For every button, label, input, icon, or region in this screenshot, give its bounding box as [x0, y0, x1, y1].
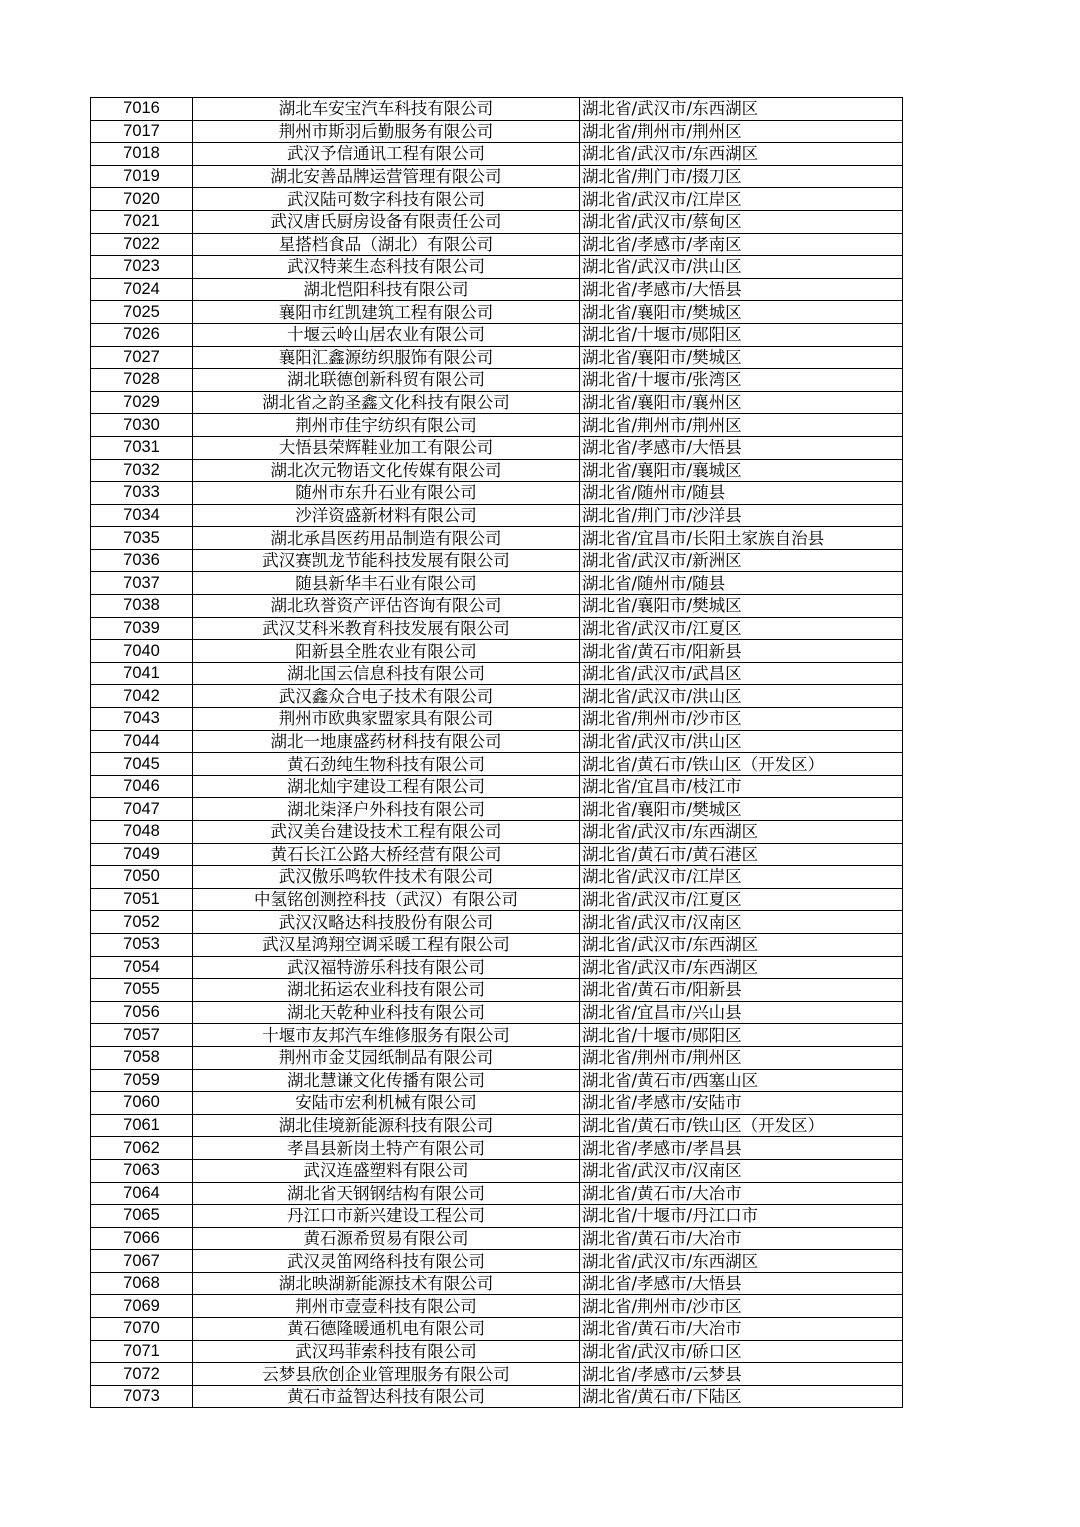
company-name-cell: 湖北柒泽户外科技有限公司 — [193, 798, 580, 821]
table-row — [91, 165, 903, 188]
company-name-cell: 随县新华丰石业有限公司 — [193, 572, 580, 595]
row-number-cell: 7018 — [91, 143, 193, 166]
row-number-cell: 7062 — [91, 1137, 193, 1160]
company-name-cell: 大悟县荣辉鞋业加工有限公司 — [193, 436, 580, 459]
row-number-cell: 7054 — [91, 956, 193, 979]
region-cell: 湖北省/襄阳市/襄城区 — [580, 459, 903, 482]
region-cell: 湖北省/武汉市/东西湖区 — [580, 98, 903, 121]
region-cell: 湖北省/武汉市/武昌区 — [580, 662, 903, 685]
table-row — [91, 98, 903, 121]
row-number-cell: 7019 — [91, 165, 193, 188]
region-cell: 湖北省/宜昌市/长阳土家族自治县 — [580, 527, 903, 550]
company-name-cell: 荆州市佳宇纺织有限公司 — [193, 414, 580, 437]
table-row — [91, 1046, 903, 1069]
company-name-cell: 湖北安善品牌运营管理有限公司 — [193, 165, 580, 188]
table-row — [91, 640, 903, 663]
table-row — [91, 346, 903, 369]
table-row — [91, 1250, 903, 1273]
row-number-cell: 7063 — [91, 1159, 193, 1182]
region-cell: 湖北省/黄石市/阳新县 — [580, 979, 903, 1002]
row-number-cell: 7043 — [91, 708, 193, 731]
table-row — [91, 1069, 903, 1092]
company-name-cell: 湖北联德创新科贸有限公司 — [193, 369, 580, 392]
table-row — [91, 1295, 903, 1318]
row-number-cell: 7038 — [91, 595, 193, 618]
row-number-cell: 7059 — [91, 1069, 193, 1092]
row-number-cell: 7068 — [91, 1272, 193, 1295]
region-cell: 湖北省/十堰市/郧阳区 — [580, 323, 903, 346]
region-cell: 湖北省/黄石市/西塞山区 — [580, 1069, 903, 1092]
table-row — [91, 956, 903, 979]
company-name-cell: 湖北车安宝汽车科技有限公司 — [193, 98, 580, 121]
table-row — [91, 1272, 903, 1295]
table-row — [91, 1385, 903, 1408]
table-row — [91, 323, 903, 346]
table-row — [91, 1001, 903, 1024]
company-name-cell: 武汉灵笛网络科技有限公司 — [193, 1250, 580, 1273]
region-cell: 湖北省/襄阳市/樊城区 — [580, 798, 903, 821]
company-name-cell: 孝昌县新岗土特产有限公司 — [193, 1137, 580, 1160]
region-cell: 湖北省/襄阳市/襄州区 — [580, 391, 903, 414]
region-cell: 湖北省/随州市/随县 — [580, 572, 903, 595]
table-row — [91, 482, 903, 505]
table-row — [91, 436, 903, 459]
company-name-cell: 武汉汉略达科技股份有限公司 — [193, 911, 580, 934]
table-row — [91, 1092, 903, 1115]
region-cell: 湖北省/武汉市/江夏区 — [580, 617, 903, 640]
company-name-cell: 湖北省之韵圣鑫文化科技有限公司 — [193, 391, 580, 414]
row-number-cell: 7020 — [91, 188, 193, 211]
row-number-cell: 7044 — [91, 730, 193, 753]
row-number-cell: 7028 — [91, 369, 193, 392]
company-name-cell: 云梦县欣创企业管理服务有限公司 — [193, 1363, 580, 1386]
row-number-cell: 7033 — [91, 482, 193, 505]
row-number-cell: 7045 — [91, 753, 193, 776]
region-cell: 湖北省/宜昌市/枝江市 — [580, 775, 903, 798]
row-number-cell: 7055 — [91, 979, 193, 1002]
table-row — [91, 369, 903, 392]
region-cell: 湖北省/孝感市/安陆市 — [580, 1092, 903, 1115]
region-cell: 湖北省/孝感市/大悟县 — [580, 436, 903, 459]
company-name-cell: 十堰市友邦汽车维修服务有限公司 — [193, 1024, 580, 1047]
table-row — [91, 911, 903, 934]
company-name-cell: 湖北玖誉资产评估咨询有限公司 — [193, 595, 580, 618]
table-row — [91, 662, 903, 685]
row-number-cell: 7040 — [91, 640, 193, 663]
table-row — [91, 1114, 903, 1137]
company-name-cell: 黄石市益智达科技有限公司 — [193, 1385, 580, 1408]
table-row — [91, 979, 903, 1002]
table-row — [91, 798, 903, 821]
region-cell: 湖北省/武汉市/江岸区 — [580, 866, 903, 889]
region-cell: 湖北省/武汉市/东西湖区 — [580, 956, 903, 979]
row-number-cell: 7072 — [91, 1363, 193, 1386]
row-number-cell: 7039 — [91, 617, 193, 640]
region-cell: 湖北省/武汉市/硚口区 — [580, 1340, 903, 1363]
region-cell: 湖北省/随州市/随县 — [580, 482, 903, 505]
company-name-cell: 武汉赛凯龙节能科技发展有限公司 — [193, 549, 580, 572]
row-number-cell: 7031 — [91, 436, 193, 459]
row-number-cell: 7030 — [91, 414, 193, 437]
company-name-cell: 湖北映湖新能源技术有限公司 — [193, 1272, 580, 1295]
row-number-cell: 7046 — [91, 775, 193, 798]
company-name-cell: 随州市东升石业有限公司 — [193, 482, 580, 505]
table-row — [91, 775, 903, 798]
region-cell: 湖北省/孝感市/孝昌县 — [580, 1137, 903, 1160]
company-name-cell: 荆州市金艾园纸制品有限公司 — [193, 1046, 580, 1069]
company-name-cell: 武汉唐氏厨房设备有限责任公司 — [193, 210, 580, 233]
company-name-cell: 安陆市宏利机械有限公司 — [193, 1092, 580, 1115]
company-name-cell: 黄石长江公路大桥经营有限公司 — [193, 843, 580, 866]
row-number-cell: 7057 — [91, 1024, 193, 1047]
region-cell: 湖北省/孝感市/云梦县 — [580, 1363, 903, 1386]
region-cell: 湖北省/十堰市/张湾区 — [580, 369, 903, 392]
row-number-cell: 7053 — [91, 933, 193, 956]
region-cell: 湖北省/襄阳市/樊城区 — [580, 346, 903, 369]
company-name-cell: 黄石源希贸易有限公司 — [193, 1227, 580, 1250]
table-row — [91, 414, 903, 437]
row-number-cell: 7027 — [91, 346, 193, 369]
company-name-cell: 湖北天乾种业科技有限公司 — [193, 1001, 580, 1024]
company-name-cell: 中氢铭创测控科技（武汉）有限公司 — [193, 888, 580, 911]
row-number-cell: 7052 — [91, 911, 193, 934]
region-cell: 湖北省/黄石市/阳新县 — [580, 640, 903, 663]
company-name-cell: 湖北慧谦文化传播有限公司 — [193, 1069, 580, 1092]
region-cell: 湖北省/黄石市/铁山区（开发区） — [580, 1114, 903, 1137]
company-list-sheet — [90, 97, 902, 1408]
row-number-cell: 7017 — [91, 120, 193, 143]
table-row — [91, 143, 903, 166]
row-number-cell: 7022 — [91, 233, 193, 256]
table-row — [91, 1227, 903, 1250]
table-row — [91, 843, 903, 866]
region-cell: 湖北省/黄石市/铁山区（开发区） — [580, 753, 903, 776]
company-name-cell: 荆州市欧典家盟家具有限公司 — [193, 708, 580, 731]
company-table-body — [91, 98, 903, 1408]
row-number-cell: 7067 — [91, 1250, 193, 1273]
company-name-cell: 荆州市斯羽后勤服务有限公司 — [193, 120, 580, 143]
region-cell: 湖北省/武汉市/东西湖区 — [580, 821, 903, 844]
row-number-cell: 7016 — [91, 98, 193, 121]
region-cell: 湖北省/荆门市/掇刀区 — [580, 165, 903, 188]
table-row — [91, 1205, 903, 1228]
region-cell: 湖北省/武汉市/汉南区 — [580, 1159, 903, 1182]
row-number-cell: 7023 — [91, 256, 193, 279]
table-row — [91, 1182, 903, 1205]
row-number-cell: 7024 — [91, 278, 193, 301]
table-row — [91, 233, 903, 256]
region-cell: 湖北省/武汉市/新洲区 — [580, 549, 903, 572]
region-cell: 湖北省/十堰市/郧阳区 — [580, 1024, 903, 1047]
region-cell: 湖北省/十堰市/丹江口市 — [580, 1205, 903, 1228]
region-cell: 湖北省/荆州市/荆州区 — [580, 1046, 903, 1069]
company-name-cell: 襄阳市红凯建筑工程有限公司 — [193, 301, 580, 324]
table-row — [91, 1137, 903, 1160]
table-row — [91, 188, 903, 211]
company-name-cell: 武汉傲乐鸣软件技术有限公司 — [193, 866, 580, 889]
row-number-cell: 7069 — [91, 1295, 193, 1318]
company-name-cell: 湖北恺阳科技有限公司 — [193, 278, 580, 301]
table-row — [91, 504, 903, 527]
table-row — [91, 753, 903, 776]
region-cell: 湖北省/襄阳市/樊城区 — [580, 595, 903, 618]
row-number-cell: 7073 — [91, 1385, 193, 1408]
row-number-cell: 7065 — [91, 1205, 193, 1228]
company-name-cell: 武汉星鸿翔空调采暖工程有限公司 — [193, 933, 580, 956]
company-name-cell: 星搭档食品（湖北）有限公司 — [193, 233, 580, 256]
row-number-cell: 7058 — [91, 1046, 193, 1069]
table-row — [91, 572, 903, 595]
table-row — [91, 1024, 903, 1047]
row-number-cell: 7034 — [91, 504, 193, 527]
company-name-cell: 武汉陆可数字科技有限公司 — [193, 188, 580, 211]
region-cell: 湖北省/荆州市/荆州区 — [580, 414, 903, 437]
region-cell: 湖北省/孝感市/孝南区 — [580, 233, 903, 256]
table-row — [91, 821, 903, 844]
region-cell: 湖北省/荆门市/沙洋县 — [580, 504, 903, 527]
row-number-cell: 7061 — [91, 1114, 193, 1137]
table-row — [91, 1318, 903, 1341]
company-name-cell: 湖北一地康盛药材科技有限公司 — [193, 730, 580, 753]
company-name-cell: 十堰云岭山居农业有限公司 — [193, 323, 580, 346]
region-cell: 湖北省/武汉市/江夏区 — [580, 888, 903, 911]
row-number-cell: 7026 — [91, 323, 193, 346]
company-name-cell: 湖北省天钢钢结构有限公司 — [193, 1182, 580, 1205]
region-cell: 湖北省/襄阳市/樊城区 — [580, 301, 903, 324]
row-number-cell: 7056 — [91, 1001, 193, 1024]
row-number-cell: 7021 — [91, 210, 193, 233]
region-cell: 湖北省/黄石市/大冶市 — [580, 1227, 903, 1250]
table-row — [91, 459, 903, 482]
region-cell: 湖北省/武汉市/蔡甸区 — [580, 210, 903, 233]
table-row — [91, 708, 903, 731]
region-cell: 湖北省/武汉市/洪山区 — [580, 685, 903, 708]
row-number-cell: 7042 — [91, 685, 193, 708]
company-name-cell: 湖北拓运农业科技有限公司 — [193, 979, 580, 1002]
row-number-cell: 7035 — [91, 527, 193, 550]
company-name-cell: 武汉连盛塑料有限公司 — [193, 1159, 580, 1182]
table-row — [91, 120, 903, 143]
table-row — [91, 549, 903, 572]
row-number-cell: 7025 — [91, 301, 193, 324]
region-cell: 湖北省/武汉市/东西湖区 — [580, 933, 903, 956]
region-cell: 湖北省/武汉市/汉南区 — [580, 911, 903, 934]
region-cell: 湖北省/武汉市/东西湖区 — [580, 1250, 903, 1273]
table-row — [91, 617, 903, 640]
region-cell: 湖北省/荆州市/沙市区 — [580, 708, 903, 731]
region-cell: 湖北省/荆州市/沙市区 — [580, 1295, 903, 1318]
row-number-cell: 7070 — [91, 1318, 193, 1341]
row-number-cell: 7047 — [91, 798, 193, 821]
row-number-cell: 7029 — [91, 391, 193, 414]
company-name-cell: 武汉鑫众合电子技术有限公司 — [193, 685, 580, 708]
company-name-cell: 荆州市壹壹科技有限公司 — [193, 1295, 580, 1318]
table-row — [91, 210, 903, 233]
row-number-cell: 7036 — [91, 549, 193, 572]
row-number-cell: 7051 — [91, 888, 193, 911]
table-row — [91, 1363, 903, 1386]
region-cell: 湖北省/孝感市/大悟县 — [580, 1272, 903, 1295]
company-name-cell: 武汉予信通讯工程有限公司 — [193, 143, 580, 166]
region-cell: 湖北省/黄石市/大冶市 — [580, 1318, 903, 1341]
table-row — [91, 595, 903, 618]
company-name-cell: 湖北灿宇建设工程有限公司 — [193, 775, 580, 798]
row-number-cell: 7037 — [91, 572, 193, 595]
company-name-cell: 丹江口市新兴建设工程公司 — [193, 1205, 580, 1228]
company-name-cell: 阳新县全胜农业有限公司 — [193, 640, 580, 663]
region-cell: 湖北省/黄石市/大冶市 — [580, 1182, 903, 1205]
table-row — [91, 301, 903, 324]
region-cell: 湖北省/武汉市/江岸区 — [580, 188, 903, 211]
table-row — [91, 391, 903, 414]
table-row — [91, 866, 903, 889]
company-name-cell: 武汉特莱生态科技有限公司 — [193, 256, 580, 279]
row-number-cell: 7041 — [91, 662, 193, 685]
company-name-cell: 湖北国云信息科技有限公司 — [193, 662, 580, 685]
table-row — [91, 685, 903, 708]
table-row — [91, 730, 903, 753]
company-name-cell: 湖北佳境新能源科技有限公司 — [193, 1114, 580, 1137]
company-name-cell: 武汉美台建设技术工程有限公司 — [193, 821, 580, 844]
row-number-cell: 7050 — [91, 866, 193, 889]
region-cell: 湖北省/荆州市/荆州区 — [580, 120, 903, 143]
table-row — [91, 1159, 903, 1182]
company-name-cell: 襄阳汇鑫源纺织服饰有限公司 — [193, 346, 580, 369]
row-number-cell: 7066 — [91, 1227, 193, 1250]
row-number-cell: 7060 — [91, 1092, 193, 1115]
row-number-cell: 7064 — [91, 1182, 193, 1205]
company-name-cell: 武汉玛菲索科技有限公司 — [193, 1340, 580, 1363]
row-number-cell: 7032 — [91, 459, 193, 482]
company-name-cell: 沙洋资盛新材料有限公司 — [193, 504, 580, 527]
region-cell: 湖北省/武汉市/洪山区 — [580, 730, 903, 753]
row-number-cell: 7071 — [91, 1340, 193, 1363]
table-row — [91, 527, 903, 550]
region-cell: 湖北省/武汉市/东西湖区 — [580, 143, 903, 166]
region-cell: 湖北省/黄石市/下陆区 — [580, 1385, 903, 1408]
table-row — [91, 278, 903, 301]
region-cell: 湖北省/黄石市/黄石港区 — [580, 843, 903, 866]
table-row — [91, 1340, 903, 1363]
company-name-cell: 黄石劲纯生物科技有限公司 — [193, 753, 580, 776]
region-cell: 湖北省/宜昌市/兴山县 — [580, 1001, 903, 1024]
table-row — [91, 888, 903, 911]
region-cell: 湖北省/孝感市/大悟县 — [580, 278, 903, 301]
company-name-cell: 武汉艾科米教育科技发展有限公司 — [193, 617, 580, 640]
company-name-cell: 武汉福特游乐科技有限公司 — [193, 956, 580, 979]
table-row — [91, 933, 903, 956]
company-table — [90, 97, 903, 1408]
company-name-cell: 湖北次元物语文化传媒有限公司 — [193, 459, 580, 482]
table-row — [91, 256, 903, 279]
company-name-cell: 黄石德隆暖通机电有限公司 — [193, 1318, 580, 1341]
row-number-cell: 7048 — [91, 821, 193, 844]
row-number-cell: 7049 — [91, 843, 193, 866]
region-cell: 湖北省/武汉市/洪山区 — [580, 256, 903, 279]
company-name-cell: 湖北承昌医药用品制造有限公司 — [193, 527, 580, 550]
